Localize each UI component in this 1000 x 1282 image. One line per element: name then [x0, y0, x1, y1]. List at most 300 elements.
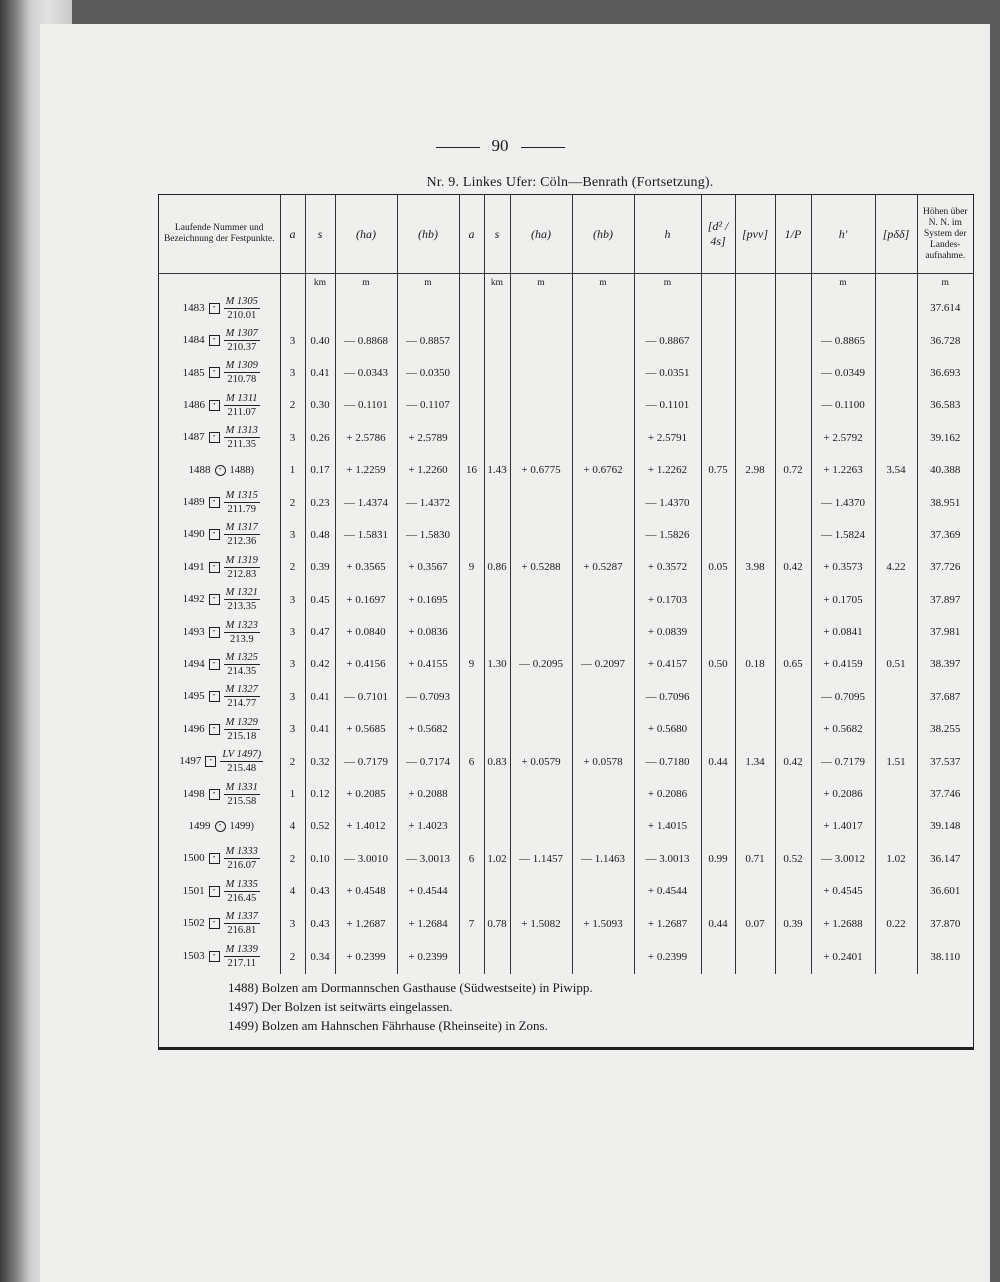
cell-h: + 0.2086	[634, 778, 701, 810]
unit-hb2: m	[572, 274, 634, 293]
cell-pvv: 0.71	[735, 843, 775, 875]
cell-pdd	[875, 357, 917, 389]
point-designation	[224, 586, 260, 613]
benchmark-square-icon: •	[209, 594, 220, 605]
point-cell	[159, 551, 280, 583]
designation-bottom: 211.79	[227, 504, 256, 516]
designation-bottom: 215.18	[227, 730, 257, 742]
cell-a: 3	[280, 648, 305, 680]
cell-hb: — 0.0350	[397, 357, 459, 389]
cell-inv-p: 0.42	[775, 745, 811, 777]
cell-s: 0.34	[305, 940, 335, 974]
cell-pvv	[735, 681, 775, 713]
cell-s2	[484, 616, 510, 648]
unit-s: km	[305, 274, 335, 293]
cell-hb: — 0.1107	[397, 389, 459, 421]
cell-hb2	[572, 810, 634, 842]
cell-ha: + 0.2399	[335, 940, 397, 974]
cell-inv-p	[775, 389, 811, 421]
benchmark-square-icon: •	[209, 432, 220, 443]
designation-top: M 1313	[225, 425, 258, 437]
cell-height: 39.148	[917, 810, 973, 842]
header-inv-p: 1/P	[775, 195, 811, 274]
cell-height: 37.614	[917, 292, 973, 324]
cell-pdd: 4.22	[875, 551, 917, 583]
cell-s2: 1.02	[484, 843, 510, 875]
table-row	[159, 454, 973, 486]
cell-h: + 1.4015	[634, 810, 701, 842]
table-row	[159, 745, 973, 777]
cell-inv-p	[775, 940, 811, 974]
designation-bottom: 210.78	[227, 374, 257, 386]
table-row	[159, 681, 973, 713]
table-row	[159, 616, 973, 648]
cell-h: — 1.5826	[634, 519, 701, 551]
designation-bottom: 216.81	[227, 925, 257, 937]
cell-a2: 6	[459, 843, 484, 875]
header-s2: s	[484, 195, 510, 274]
point-number: 1491	[182, 560, 205, 573]
point-designation	[224, 651, 260, 678]
cell-pvv	[735, 875, 775, 907]
cell-s: 0.39	[305, 551, 335, 583]
cell-hprime	[811, 292, 875, 324]
table-row	[159, 519, 973, 551]
unit-heights: m	[917, 274, 973, 293]
designation-top: M 1317	[225, 522, 258, 534]
benchmark-square-icon: •	[209, 303, 220, 314]
cell-hprime: + 1.2263	[811, 454, 875, 486]
cell-pdd: 0.51	[875, 648, 917, 680]
cell-h: + 0.1703	[634, 584, 701, 616]
point-cell	[159, 454, 280, 486]
cell-inv-p	[775, 778, 811, 810]
cell-ha: — 0.7101	[335, 681, 397, 713]
cell-a: 2	[280, 551, 305, 583]
cell-hb2	[572, 713, 634, 745]
cell-hb2	[572, 940, 634, 974]
point-cell	[159, 648, 280, 680]
cell-hb2: + 0.6762	[572, 454, 634, 486]
cell-ha2: — 1.1457	[510, 843, 572, 875]
cell-a	[280, 292, 305, 324]
cell-hb2	[572, 616, 634, 648]
benchmark-square-icon: •	[209, 659, 220, 670]
cell-pvv	[735, 389, 775, 421]
point-number: 1493	[182, 625, 205, 638]
units-row	[159, 274, 973, 293]
designation-top: M 1335	[225, 878, 258, 890]
cell-d2	[701, 940, 735, 974]
cell-height: 38.397	[917, 648, 973, 680]
cell-s2	[484, 778, 510, 810]
cell-hb: — 0.8857	[397, 324, 459, 356]
point-designation	[224, 943, 260, 970]
header-pdd: [pδδ]	[875, 195, 917, 274]
cell-hprime: + 0.4545	[811, 875, 875, 907]
cell-pvv	[735, 324, 775, 356]
designation-bottom: 210.37	[227, 342, 257, 354]
designation-bottom: 213.35	[227, 601, 257, 613]
cell-ha2	[510, 292, 572, 324]
designation-bottom: 214.77	[227, 698, 257, 710]
cell-hb: + 0.4155	[397, 648, 459, 680]
cell-inv-p: 0.39	[775, 907, 811, 939]
cell-inv-p	[775, 681, 811, 713]
point-number: 1489	[182, 496, 205, 509]
designation-top: M 1309	[225, 360, 258, 372]
cell-ha: — 1.5831	[335, 519, 397, 551]
point-number: 1490	[182, 528, 205, 541]
header-ha: (ha)	[335, 195, 397, 274]
cell-ha2	[510, 357, 572, 389]
unit-ha: m	[335, 274, 397, 293]
bolt-mark-icon: •	[215, 465, 226, 476]
point-cell	[159, 778, 280, 810]
cell-pdd	[875, 292, 917, 324]
cell-s: 0.30	[305, 389, 335, 421]
cell-pdd	[875, 422, 917, 454]
cell-hb: — 0.7093	[397, 681, 459, 713]
point-number: 1484	[182, 334, 205, 347]
table-row	[159, 389, 973, 421]
designation-top: M 1339	[225, 944, 258, 956]
cell-pdd	[875, 519, 917, 551]
cell-pvv	[735, 584, 775, 616]
cell-inv-p	[775, 357, 811, 389]
cell-ha: — 0.0343	[335, 357, 397, 389]
cell-ha: — 0.1101	[335, 389, 397, 421]
cell-hb2	[572, 357, 634, 389]
cell-h: + 0.4544	[634, 875, 701, 907]
cell-ha: + 0.3565	[335, 551, 397, 583]
cell-pdd	[875, 584, 917, 616]
cell-s2	[484, 810, 510, 842]
cell-d2: 0.50	[701, 648, 735, 680]
cell-hb2	[572, 292, 634, 324]
benchmark-square-icon: •	[209, 886, 220, 897]
table-row	[159, 778, 973, 810]
unit-hprime: m	[811, 274, 875, 293]
point-number: 1488	[188, 463, 211, 476]
cell-a: 2	[280, 486, 305, 518]
cell-h: — 1.4370	[634, 486, 701, 518]
cell-ha2	[510, 616, 572, 648]
cell-a2: 9	[459, 551, 484, 583]
cell-hprime: + 0.5682	[811, 713, 875, 745]
cell-hb: — 0.7174	[397, 745, 459, 777]
benchmark-square-icon: •	[209, 497, 220, 508]
cell-hb: — 3.0013	[397, 843, 459, 875]
designation-bottom: 212.83	[227, 568, 257, 580]
cell-a2	[459, 681, 484, 713]
cell-pdd	[875, 681, 917, 713]
cell-hb: + 1.4023	[397, 810, 459, 842]
cell-a2	[459, 713, 484, 745]
table-caption: Nr. 9. Linkes Ufer: Cöln—Benrath (Fortsetzung).	[426, 175, 714, 190]
point-number: 1495	[182, 690, 205, 703]
cell-height: 36.583	[917, 389, 973, 421]
cell-s: 0.40	[305, 324, 335, 356]
cell-ha2	[510, 875, 572, 907]
point-designation	[230, 464, 255, 477]
table-row	[159, 357, 973, 389]
cell-h: — 3.0013	[634, 843, 701, 875]
header-hprime: h'	[811, 195, 875, 274]
cell-s2: 0.83	[484, 745, 510, 777]
benchmark-square-icon: •	[209, 335, 220, 346]
cell-d2	[701, 292, 735, 324]
cell-pdd	[875, 940, 917, 974]
cell-s: 0.10	[305, 843, 335, 875]
header-s: s	[305, 195, 335, 274]
cell-hb2: — 1.1463	[572, 843, 634, 875]
cell-hprime: — 1.4370	[811, 486, 875, 518]
cell-s: 0.41	[305, 357, 335, 389]
cell-a: 3	[280, 907, 305, 939]
cell-s2: 0.78	[484, 907, 510, 939]
cell-d2	[701, 681, 735, 713]
designation-bottom: 215.58	[227, 795, 257, 807]
point-cell	[159, 357, 280, 389]
cell-hb: + 0.5682	[397, 713, 459, 745]
footnote-1497: 1497) Der Bolzen ist seitwärts eingelassen.	[228, 999, 453, 1014]
cell-hb: + 0.2399	[397, 940, 459, 974]
cell-s2	[484, 713, 510, 745]
cell-a2	[459, 616, 484, 648]
footnotes	[228, 978, 593, 1035]
designation-top: M 1337	[225, 911, 258, 923]
designation-top: M 1323	[225, 619, 258, 631]
cell-height: 38.951	[917, 486, 973, 518]
cell-hb2	[572, 875, 634, 907]
cell-hb2	[572, 486, 634, 518]
cell-hprime: + 1.4017	[811, 810, 875, 842]
cell-ha: + 1.4012	[335, 810, 397, 842]
table-row	[159, 648, 973, 680]
cell-hb2	[572, 389, 634, 421]
cell-height: 37.981	[917, 616, 973, 648]
cell-s2	[484, 875, 510, 907]
cell-a2	[459, 389, 484, 421]
cell-hb2	[572, 324, 634, 356]
header-ha2: (ha)	[510, 195, 572, 274]
cell-hb: + 1.2684	[397, 907, 459, 939]
point-designation	[224, 521, 260, 548]
cell-ha2	[510, 713, 572, 745]
cell-a: 3	[280, 616, 305, 648]
cell-a: 3	[280, 713, 305, 745]
cell-pvv	[735, 810, 775, 842]
designation-top: M 1325	[225, 651, 258, 663]
cell-hb2	[572, 681, 634, 713]
cell-pvv	[735, 519, 775, 551]
leveling-table	[159, 195, 973, 974]
designation-bottom: 212.36	[227, 536, 257, 548]
cell-ha: + 0.0840	[335, 616, 397, 648]
cell-a: 3	[280, 357, 305, 389]
cell-d2	[701, 519, 735, 551]
designation-bottom: 211.07	[227, 406, 256, 418]
cell-ha: + 0.1697	[335, 584, 397, 616]
cell-s2: 0.86	[484, 551, 510, 583]
benchmark-square-icon: •	[209, 562, 220, 573]
cell-inv-p	[775, 519, 811, 551]
cell-d2	[701, 389, 735, 421]
cell-height: 38.255	[917, 713, 973, 745]
cell-s2: 1.30	[484, 648, 510, 680]
cell-s2	[484, 357, 510, 389]
point-designation	[224, 392, 260, 419]
benchmark-square-icon: •	[209, 724, 220, 735]
designation-top: M 1315	[225, 490, 258, 502]
cell-hprime: — 1.5824	[811, 519, 875, 551]
header-a: a	[280, 195, 305, 274]
point-number: 1492	[182, 593, 205, 606]
point-designation	[224, 845, 260, 872]
cell-hb2: + 1.5093	[572, 907, 634, 939]
cell-hprime: + 2.5792	[811, 422, 875, 454]
benchmark-square-icon: •	[209, 691, 220, 702]
cell-pdd: 1.02	[875, 843, 917, 875]
cell-h	[634, 292, 701, 324]
cell-s2	[484, 519, 510, 551]
cell-ha2: + 0.6775	[510, 454, 572, 486]
cell-hprime: — 0.8865	[811, 324, 875, 356]
cell-hprime: + 0.3573	[811, 551, 875, 583]
point-designation	[224, 683, 260, 710]
cell-height: 37.537	[917, 745, 973, 777]
point-designation	[224, 327, 260, 354]
point-designation	[224, 619, 260, 646]
cell-h: + 0.4157	[634, 648, 701, 680]
cell-pdd: 0.22	[875, 907, 917, 939]
point-number: 1502	[182, 917, 205, 930]
designation-bottom: 215.48	[227, 763, 257, 775]
point-number: 1498	[182, 787, 205, 800]
cell-ha2: + 1.5082	[510, 907, 572, 939]
cell-hprime: — 0.7179	[811, 745, 875, 777]
cell-pdd	[875, 486, 917, 518]
cell-a2	[459, 810, 484, 842]
cell-pvv	[735, 616, 775, 648]
cell-inv-p	[775, 324, 811, 356]
benchmark-square-icon: •	[209, 853, 220, 864]
point-number: 1500	[182, 852, 205, 865]
table-row	[159, 324, 973, 356]
cell-s: 0.32	[305, 745, 335, 777]
cell-ha	[335, 292, 397, 324]
point-cell	[159, 519, 280, 551]
cell-hb2	[572, 519, 634, 551]
table-row	[159, 422, 973, 454]
cell-hb2: — 0.2097	[572, 648, 634, 680]
cell-s2	[484, 324, 510, 356]
cell-ha: — 3.0010	[335, 843, 397, 875]
cell-pvv	[735, 292, 775, 324]
cell-a2	[459, 324, 484, 356]
benchmark-square-icon: •	[205, 756, 216, 767]
designation-bottom: 214.35	[227, 665, 257, 677]
cell-ha: — 1.4374	[335, 486, 397, 518]
cell-height: 36.601	[917, 875, 973, 907]
point-designation	[220, 748, 263, 775]
cell-pdd	[875, 810, 917, 842]
cell-hb: — 1.4372	[397, 486, 459, 518]
designation-bottom: 216.07	[227, 860, 257, 872]
cell-h: — 0.0351	[634, 357, 701, 389]
cell-a: 1	[280, 778, 305, 810]
cell-height: 37.746	[917, 778, 973, 810]
cell-pdd	[875, 616, 917, 648]
cell-inv-p	[775, 584, 811, 616]
cell-inv-p	[775, 713, 811, 745]
cell-a: 4	[280, 875, 305, 907]
cell-height: 36.728	[917, 324, 973, 356]
benchmark-square-icon: •	[209, 529, 220, 540]
designation-bottom: 216.45	[227, 892, 257, 904]
table-row	[159, 940, 973, 974]
header-point: Laufende Nummer und Bezeichnung der Festpunkte.	[159, 195, 280, 274]
header-hb: (hb)	[397, 195, 459, 274]
cell-d2	[701, 324, 735, 356]
cell-ha: + 0.5685	[335, 713, 397, 745]
point-cell	[159, 486, 280, 518]
cell-pvv	[735, 778, 775, 810]
cell-s: 0.26	[305, 422, 335, 454]
cell-h: — 0.7096	[634, 681, 701, 713]
cell-s: 0.47	[305, 616, 335, 648]
cell-ha2	[510, 681, 572, 713]
designation-top: 1499)	[229, 820, 254, 832]
designation-top: M 1305	[225, 295, 258, 307]
point-designation	[224, 781, 260, 808]
point-designation	[224, 359, 260, 386]
cell-height: 37.369	[917, 519, 973, 551]
cell-d2: 0.44	[701, 907, 735, 939]
point-designation	[224, 716, 260, 743]
cell-hb2: + 0.5287	[572, 551, 634, 583]
cell-a: 2	[280, 745, 305, 777]
cell-ha: + 0.4156	[335, 648, 397, 680]
designation-top: 1488)	[229, 464, 254, 476]
benchmark-square-icon: •	[209, 400, 220, 411]
cell-ha2	[510, 940, 572, 974]
cell-ha: — 0.7179	[335, 745, 397, 777]
cell-pvv: 0.18	[735, 648, 775, 680]
cell-inv-p: 0.65	[775, 648, 811, 680]
header-hb2: (hb)	[572, 195, 634, 274]
point-cell	[159, 584, 280, 616]
benchmark-square-icon: •	[209, 627, 220, 638]
cell-s: 0.52	[305, 810, 335, 842]
cell-s2	[484, 584, 510, 616]
cell-ha2: + 0.0579	[510, 745, 572, 777]
table-row	[159, 292, 973, 324]
point-number: 1487	[182, 431, 205, 444]
cell-height: 36.147	[917, 843, 973, 875]
table-row	[159, 875, 973, 907]
point-cell	[159, 324, 280, 356]
cell-inv-p	[775, 616, 811, 648]
cell-s: 0.17	[305, 454, 335, 486]
cell-h: — 0.1101	[634, 389, 701, 421]
page-number: 90	[0, 136, 1000, 156]
cell-s: 0.41	[305, 681, 335, 713]
cell-height: 37.687	[917, 681, 973, 713]
point-cell	[159, 843, 280, 875]
point-number: 1486	[182, 398, 205, 411]
